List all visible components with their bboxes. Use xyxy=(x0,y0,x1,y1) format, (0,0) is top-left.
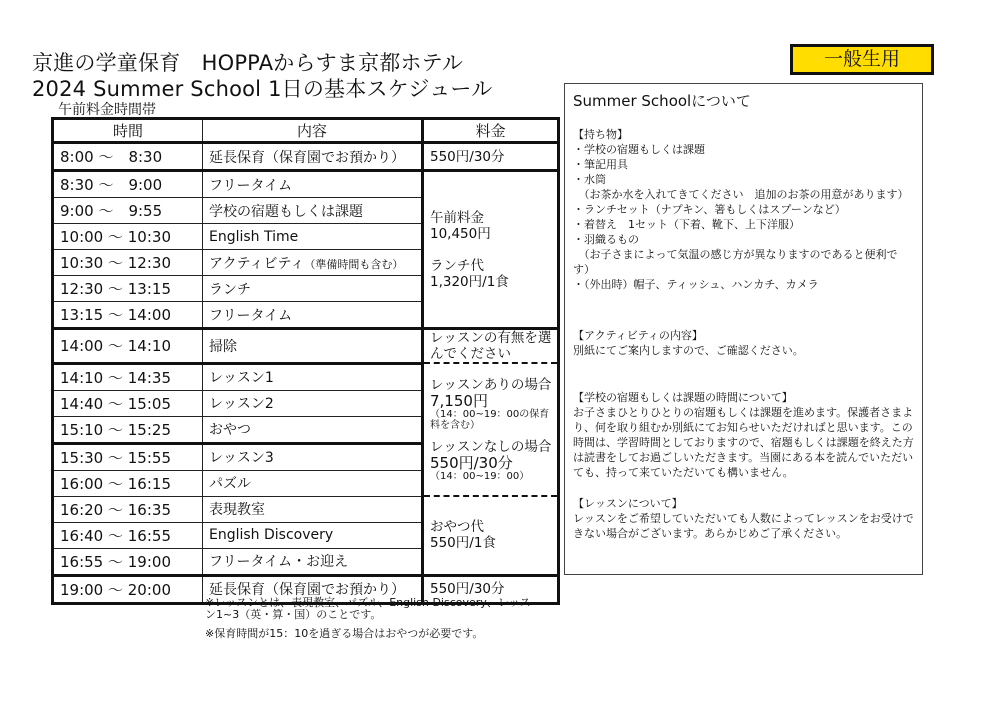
header-content: 内容 xyxy=(203,119,423,143)
content-cell: 表現教室 xyxy=(203,496,423,522)
header-fee: 料金 xyxy=(423,119,559,143)
fee-cell: 550円/30分 xyxy=(423,143,559,171)
content-cell: レッスン3 xyxy=(203,443,423,470)
time-cell: 16:00 ～ 16:15 xyxy=(53,470,203,496)
time-cell: 16:55 ～ 19:00 xyxy=(53,548,203,575)
lesson-section: 【レッスンについて】 レッスンをご希望していただいても人数によってレッスンをお受けできない場合がございます。あらかじめご了承ください。 xyxy=(573,497,914,540)
content-note: （準備時間も含む） xyxy=(304,257,404,271)
time-cell: 16:40 ～ 16:55 xyxy=(53,522,203,548)
morning-fee-subtitle: 午前料金時間帯 xyxy=(58,102,156,118)
info-title: Summer Schoolについて xyxy=(573,92,751,110)
activity-section: 【アクティビティの内容】 別紙にてご案内しますので、ご確認ください。 xyxy=(573,329,804,357)
time-cell: 19:00 ～ 20:00 xyxy=(53,575,203,603)
table-row xyxy=(53,496,559,522)
fee-cell: 550円/30分 xyxy=(423,575,559,603)
time-cell: 8:30 ～ 9:00 xyxy=(53,171,203,198)
homework-section: 【学校の宿題もしくは課題の時間について】 お子さまひとりひとりの宿題もしくは課題を進めます。保護者さまより、何を取り組むか別紙にてお知らせいただければと思います。この時間は、学習時間としておりますので、宿題もしくは課題を終えた方は読書をしてお過ごしいただきます。当園にある本を読んでいただいても、持って来ていただいても構いません。 xyxy=(573,391,914,479)
with-lesson-price: 7,150円 xyxy=(430,392,488,410)
table-row xyxy=(53,363,559,390)
content-cell: 延長保育（保育園でお預かり） xyxy=(203,143,423,171)
content-cell: レッスン2 xyxy=(203,390,423,416)
snack-price: 550円/1食 xyxy=(430,535,496,552)
content-cell: レッスン1 xyxy=(203,363,423,390)
time-cell: 14:00 ～ 14:10 xyxy=(53,329,203,364)
time-cell: 13:15 ～ 14:00 xyxy=(53,302,203,329)
footnote-lessons: ※レッスンとは、表現教室、パズル、English Discovery、レッスン1~3（英・算・国）のことです。 xyxy=(205,596,531,621)
fee-cell-afternoon xyxy=(423,363,559,496)
am-label: 午前料金 xyxy=(430,209,484,226)
table-row xyxy=(53,171,559,198)
content-cell: 学校の宿題もしくは課題 xyxy=(203,198,423,224)
time-cell: 10:30 ～ 12:30 xyxy=(53,250,203,276)
general-student-badge: 一般生用 xyxy=(790,44,934,75)
fee-cell-morning xyxy=(423,171,559,329)
title-line-1: 京進の学童保育 HOPPAからすま京都ホテル xyxy=(32,51,464,75)
footnotes xyxy=(205,597,540,647)
am-price: 10,450円 xyxy=(430,225,491,242)
table-row xyxy=(53,143,559,171)
summer-school-info-box xyxy=(564,83,923,575)
time-cell: 15:30 ～ 15:55 xyxy=(53,443,203,470)
time-cell: 8:00 ～ 8:30 xyxy=(53,143,203,171)
belongings-section: 【持ち物】 ・学校の宿題もしくは課題 ・筆記用具 ・水筒 （お茶か水を入れてきてください 追加のお茶の用意があります） ・ランチセット（ナプキン、箸もしくはスプーンなど） ・着替え 1セット（下着、靴下、上下洋服） ・羽織るもの （お子さまによって気温の感じ方が異なりますのであると便利です） ・（外出時）帽子、ティッシュ、ハンカチ、カメラ xyxy=(573,128,909,291)
content-cell: おやつ xyxy=(203,416,423,443)
table-row xyxy=(53,329,559,364)
fee-cell-snack xyxy=(423,496,559,575)
without-lesson-note: （14：00~19：00） xyxy=(430,471,530,482)
without-lesson-label: レッスンなしの場合 xyxy=(430,439,552,455)
footnote-snack: ※保育時間が15：10を過ぎる場合はおやつが必要です。 xyxy=(205,627,484,640)
time-cell: 15:10 ～ 15:25 xyxy=(53,416,203,443)
time-cell: 9:00 ～ 9:55 xyxy=(53,198,203,224)
content-cell xyxy=(203,250,423,276)
schedule-table xyxy=(51,117,560,605)
title-line-2: 2024 Summer School 1日の基本スケジュール xyxy=(32,77,493,101)
lunch-label: ランチ代 xyxy=(430,257,484,274)
with-lesson-note: （14：00~19：00の保育料を含む） xyxy=(430,409,550,431)
without-lesson-price: 550円/30分 xyxy=(430,454,513,472)
snack-label: おやつ代 xyxy=(430,519,484,536)
content-cell: English Discovery xyxy=(203,522,423,548)
content-cell: フリータイム・お迎え xyxy=(203,548,423,575)
header-time: 時間 xyxy=(53,119,203,143)
time-cell: 14:40 ～ 15:05 xyxy=(53,390,203,416)
time-cell: 14:10 ～ 14:35 xyxy=(53,363,203,390)
time-cell: 16:20 ～ 16:35 xyxy=(53,496,203,522)
content-cell: 掃除 xyxy=(203,329,423,364)
content-cell: フリータイム xyxy=(203,171,423,198)
time-cell: 10:00 ～ 10:30 xyxy=(53,224,203,250)
content-cell: English Time xyxy=(203,224,423,250)
content-text: アクティビティ xyxy=(209,255,305,272)
content-cell: フリータイム xyxy=(203,302,423,329)
content-cell: ランチ xyxy=(203,276,423,302)
time-cell: 12:30 ～ 13:15 xyxy=(53,276,203,302)
lunch-price: 1,320円/1食 xyxy=(430,273,509,290)
choose-lesson-note: レッスンの有無を選んでください xyxy=(423,329,559,364)
content-cell: パズル xyxy=(203,470,423,496)
content-cell: 延長保育（保育園でお預かり） xyxy=(203,575,423,603)
with-lesson-label: レッスンありの場合 xyxy=(430,377,552,393)
table-header xyxy=(53,119,559,143)
